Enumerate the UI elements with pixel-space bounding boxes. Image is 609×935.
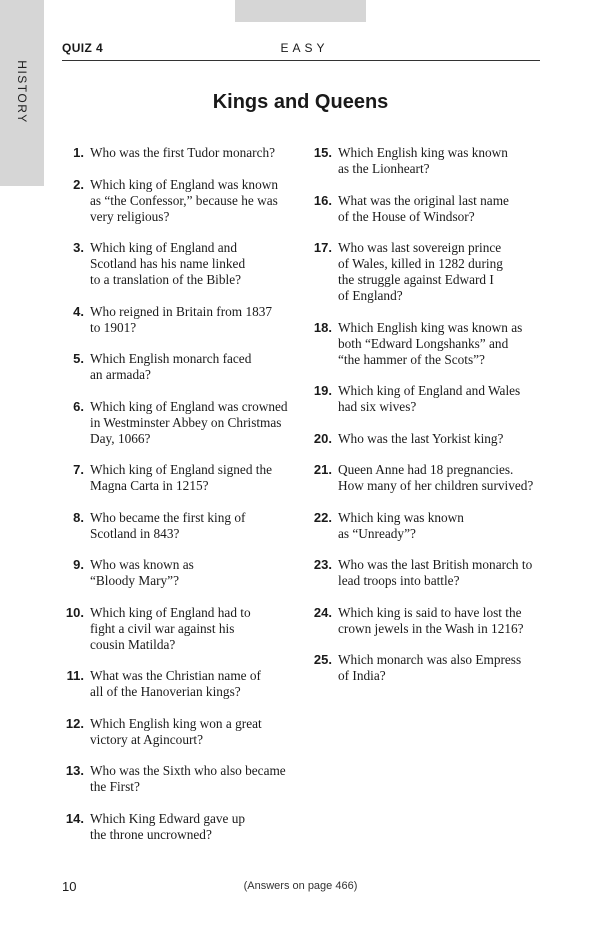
question-number: 12. [65, 715, 84, 731]
question-number: 2. [73, 176, 84, 192]
question-item [62, 811, 294, 843]
question-text-line: cousin Matilda? [90, 636, 176, 652]
question-number: 19. [313, 383, 332, 398]
page-number: 10 [62, 879, 77, 894]
question-text-line: Who was the first Tudor monarch? [90, 145, 276, 160]
question-number: 1. [73, 145, 84, 160]
question-item [62, 716, 294, 748]
question-text-line: the throne uncrowned? [90, 826, 212, 842]
question-item [310, 240, 542, 304]
question-item [62, 177, 294, 225]
question-text-line: Which English king won a great [90, 715, 262, 731]
question-text-line: crown jewels in the Wash in 1216? [338, 620, 524, 636]
question-item [310, 510, 542, 542]
question-item [310, 557, 542, 589]
question-text-line: victory at Agincourt? [90, 731, 203, 747]
answers-reference: (Answers on page 466) [243, 880, 358, 892]
question-item [62, 557, 294, 589]
question-text-line: Who was the last Yorkist king? [338, 430, 504, 446]
questions-column-right [310, 145, 542, 700]
question-number: 11. [66, 668, 84, 683]
quiz-number: QUIZ 4 [62, 41, 104, 55]
question-text-line: in Westminster Abbey on Christmas [90, 414, 282, 430]
question-item [310, 605, 542, 637]
question-text-line: “the hammer of the Scots”? [338, 351, 485, 367]
question-number: 24. [313, 604, 332, 620]
question-text-line: to 1901? [90, 319, 137, 335]
question-number: 23. [313, 557, 332, 572]
question-number: 10. [65, 604, 84, 620]
question-text-line: What was the original last name [338, 192, 509, 208]
question-text-line: Which king of England had to [90, 604, 251, 620]
question-text-line: Who was the Sixth who also became [90, 763, 286, 778]
question-number: 25. [313, 652, 332, 667]
question-text-line: to a translation of the Bible? [90, 272, 242, 287]
question-number: 22. [313, 509, 332, 525]
question-number: 21. [313, 462, 332, 477]
page-title: Kings and Queens [212, 91, 389, 113]
question-number: 18. [313, 319, 332, 335]
question-item [62, 605, 294, 653]
question-text-line: Scotland has his name linked [90, 256, 246, 271]
question-text-line: Scotland in 843? [90, 525, 180, 541]
question-item [62, 351, 294, 383]
question-text-line: Who became the first king of [90, 509, 246, 525]
question-item [62, 668, 294, 700]
question-item [310, 431, 542, 447]
question-text-line: Who was the last British monarch to [338, 557, 533, 572]
question-text-line: Who reigned in Britain from 1837 [90, 303, 273, 319]
question-text-line: Who was known as [90, 557, 194, 572]
question-number: 8. [73, 509, 84, 525]
question-text-line: as “the Confessor,” because he was [90, 192, 278, 208]
question-text-line: Which king of England and [90, 240, 237, 255]
question-text-line: of England? [338, 288, 403, 303]
question-item [310, 193, 542, 225]
question-text-line: as the Lionheart? [338, 161, 430, 176]
question-number: 16. [313, 192, 332, 208]
question-item [62, 240, 294, 288]
question-item [310, 320, 542, 368]
question-text-line: Which king is said to have lost the [338, 604, 522, 620]
question-item [62, 763, 294, 795]
question-number: 7. [73, 462, 84, 477]
question-number: 15. [313, 145, 332, 160]
question-number: 3. [73, 240, 84, 255]
question-text-line: fight a civil war against his [90, 620, 235, 636]
question-number: 14. [65, 810, 84, 826]
top-tab-decoration [235, 0, 366, 22]
question-text-line: Day, 1066? [90, 430, 151, 446]
question-text-line: “Bloody Mary”? [90, 573, 179, 588]
section-label: HISTORY [15, 60, 29, 124]
question-text-line: Which king was known [338, 509, 464, 525]
questions-column-left [62, 145, 294, 858]
question-text-line: the First? [90, 779, 140, 794]
question-text-line: Magna Carta in 1215? [90, 478, 209, 493]
question-item [62, 462, 294, 494]
question-text-line: Which King Edward gave up [90, 810, 246, 826]
question-item [310, 383, 542, 415]
question-text-line: very religious? [90, 208, 170, 224]
question-number: 20. [313, 430, 332, 446]
difficulty-level: EASY [280, 41, 329, 55]
question-item [310, 462, 542, 494]
question-item [62, 145, 294, 161]
question-text-line: an armada? [90, 367, 151, 382]
question-text-line: Which English king was known [338, 145, 508, 160]
question-text-line: of the House of Windsor? [338, 208, 475, 224]
question-item [62, 510, 294, 542]
question-text-line: Which English monarch faced [90, 351, 252, 366]
question-item [310, 145, 542, 177]
question-text-line: of India? [338, 668, 386, 683]
question-item [310, 652, 542, 684]
question-number: 6. [73, 398, 84, 414]
question-text-line: the struggle against Edward I [338, 272, 494, 287]
question-number: 9. [73, 557, 84, 572]
question-text-line: Which king of England signed the [90, 462, 273, 477]
question-text-line: as “Unready”? [338, 525, 416, 541]
question-number: 4. [73, 303, 84, 319]
question-text-line: lead troops into battle? [338, 573, 460, 588]
question-item [62, 304, 294, 336]
question-text-line: Who was last sovereign prince [338, 240, 502, 255]
question-text-line: both “Edward Longshanks” and [338, 335, 509, 351]
question-number: 5. [73, 351, 84, 366]
question-text-line: all of the Hanoverian kings? [90, 684, 241, 699]
question-number: 17. [313, 240, 332, 255]
question-text-line: Which king of England was known [90, 176, 278, 192]
question-text-line: How many of her children survived? [338, 478, 534, 493]
question-text-line: What was the Christian name of [90, 668, 261, 683]
question-text-line: had six wives? [338, 399, 417, 414]
question-text-line: Which monarch was also Empress [338, 652, 522, 667]
header-divider [62, 60, 540, 61]
question-text-line: Which king of England was crowned [90, 398, 288, 414]
question-text-line: of Wales, killed in 1282 during [338, 256, 503, 271]
question-text-line: Which English king was known as [338, 319, 523, 335]
question-text-line: Which king of England and Wales [338, 383, 521, 398]
question-number: 13. [65, 763, 84, 778]
question-text-line: Queen Anne had 18 pregnancies. [338, 462, 514, 477]
question-item [62, 399, 294, 447]
